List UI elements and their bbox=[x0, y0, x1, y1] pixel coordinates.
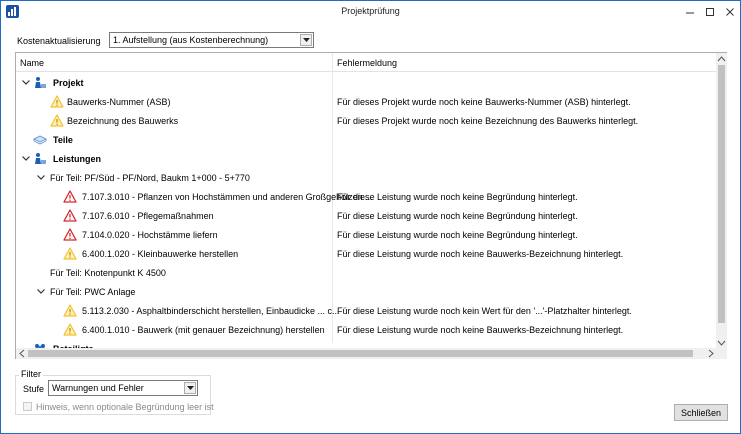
optional-begruendung-label: Hinweis, wenn optionale Begründung leer ist bbox=[36, 402, 214, 412]
row-name: 6.400.1.020 - Kleinbauwerke herstellen bbox=[82, 249, 239, 259]
row-message: Für diese Leistung wurde noch kein Wert für den '...'-Platzhalter hinterlegt. bbox=[337, 306, 632, 316]
tree-group-row[interactable] bbox=[16, 149, 716, 168]
row-name: Teile bbox=[53, 135, 73, 145]
expand-chevron-icon[interactable] bbox=[36, 286, 46, 296]
scrollbar-corner bbox=[716, 348, 727, 359]
tree-group-row[interactable] bbox=[16, 130, 716, 149]
row-message: Für diese Leistung wurde noch keine Begründung hinterlegt. bbox=[337, 230, 578, 240]
close-icon[interactable] bbox=[720, 3, 740, 21]
minimize-icon[interactable] bbox=[680, 3, 700, 21]
table-row[interactable] bbox=[16, 92, 716, 111]
close-button[interactable]: Schließen bbox=[674, 404, 728, 421]
row-name: 7.107.3.010 - Pflanzen von Hochstämmen und anderen Großgehölzen ... bbox=[82, 192, 373, 202]
error-icon bbox=[63, 190, 77, 203]
error-icon bbox=[63, 228, 77, 241]
stufe-select[interactable] bbox=[48, 380, 198, 396]
column-header-fehlermeldung[interactable]: Fehlermeldung bbox=[337, 58, 398, 68]
column-header-name[interactable]: Name bbox=[20, 58, 45, 68]
row-message: Für diese Leistung wurde noch keine Bauwerks-Bezeichnung hinterlegt. bbox=[337, 325, 624, 335]
kostenaktualisierung-value: 1. Aufstellung (aus Kostenberechnung) bbox=[113, 35, 269, 45]
row-name: Bezeichnung des Bauwerks bbox=[67, 116, 179, 126]
table-row[interactable] bbox=[16, 244, 716, 263]
filter-legend: Filter bbox=[21, 369, 41, 379]
grid-header bbox=[16, 53, 716, 72]
warning-icon bbox=[63, 304, 77, 317]
person-icon bbox=[33, 76, 47, 89]
expand-chevron-icon[interactable] bbox=[36, 172, 46, 182]
table-row[interactable] bbox=[16, 187, 716, 206]
warning-icon bbox=[50, 95, 64, 108]
optional-begruendung-checkbox[interactable] bbox=[23, 402, 32, 411]
horizontal-scroll-thumb[interactable] bbox=[28, 350, 693, 357]
row-name: Für Teil: PWC Anlage bbox=[50, 287, 136, 297]
table-row[interactable] bbox=[16, 225, 716, 244]
person-icon bbox=[33, 152, 47, 165]
table-row[interactable] bbox=[16, 301, 716, 320]
maximize-icon[interactable] bbox=[700, 3, 720, 21]
expand-chevron-icon[interactable] bbox=[21, 153, 31, 163]
row-message: Für dieses Projekt wurde noch keine Bezeichnung des Bauwerks hinterlegt. bbox=[337, 116, 639, 126]
window-title: Projektprüfung bbox=[341, 6, 400, 16]
vertical-scrollbar[interactable] bbox=[716, 53, 727, 348]
row-name: Bauwerks-Nummer (ASB) bbox=[67, 97, 171, 107]
chevron-down-icon[interactable] bbox=[300, 34, 312, 46]
vertical-scroll-thumb[interactable] bbox=[718, 65, 725, 323]
scroll-down-icon[interactable] bbox=[716, 337, 727, 348]
row-message: Für diese Leistung wurde noch keine Bauwerks-Bezeichnung hinterlegt. bbox=[337, 249, 624, 259]
tree-group-row[interactable] bbox=[16, 73, 716, 92]
scroll-left-icon[interactable] bbox=[16, 348, 27, 359]
table-row[interactable] bbox=[16, 206, 716, 225]
row-message: Für diese Leistung wurde noch keine Begründung hinterlegt. bbox=[337, 192, 578, 202]
error-icon bbox=[63, 209, 77, 222]
scroll-up-icon[interactable] bbox=[716, 53, 727, 64]
row-name: 7.104.0.020 - Hochstämme liefern bbox=[82, 230, 218, 240]
row-name: Für Teil: Knotenpunkt K 4500 bbox=[50, 268, 166, 278]
scroll-right-icon[interactable] bbox=[705, 348, 716, 359]
row-message: Für diese Leistung wurde noch keine Begründung hinterlegt. bbox=[337, 211, 578, 221]
horizontal-scrollbar[interactable] bbox=[16, 348, 716, 359]
stufe-label: Stufe bbox=[23, 384, 45, 394]
chevron-down-icon[interactable] bbox=[184, 382, 196, 394]
kostenaktualisierung-select[interactable] bbox=[109, 32, 314, 48]
warning-icon bbox=[50, 114, 64, 127]
row-message: Für dieses Projekt wurde noch keine Bauwerks-Nummer (ASB) hinterlegt. bbox=[337, 97, 631, 107]
expand-chevron-icon[interactable] bbox=[21, 77, 31, 87]
stufe-value: Warnungen und Fehler bbox=[52, 383, 144, 393]
row-name: 6.400.1.010 - Bauwerk (mit genauer Bezeichnung) herstellen bbox=[82, 325, 325, 335]
row-name: 7.107.6.010 - Pflegemaßnahmen bbox=[82, 211, 214, 221]
title-bar[interactable] bbox=[1, 1, 740, 23]
error-tree-grid[interactable] bbox=[15, 52, 727, 359]
tree-subgroup-row[interactable] bbox=[16, 282, 716, 301]
row-name: Für Teil: PF/Süd - PF/Nord, Baukm 1+000 - 5+770 bbox=[50, 173, 250, 183]
parts-icon bbox=[33, 133, 47, 146]
warning-icon bbox=[63, 247, 77, 260]
tree-subgroup-row[interactable] bbox=[16, 168, 716, 187]
row-name: 5.113.2.030 - Asphaltbinderschicht herstellen, Einbaudicke ... c... bbox=[82, 306, 340, 316]
row-name: Projekt bbox=[53, 78, 84, 88]
tree-subgroup-row[interactable] bbox=[16, 263, 716, 282]
table-row[interactable] bbox=[16, 111, 716, 130]
table-row[interactable] bbox=[16, 320, 716, 339]
kostenaktualisierung-label: Kostenaktualisierung bbox=[17, 36, 101, 46]
row-name: Leistungen bbox=[53, 154, 102, 164]
warning-icon bbox=[63, 323, 77, 336]
